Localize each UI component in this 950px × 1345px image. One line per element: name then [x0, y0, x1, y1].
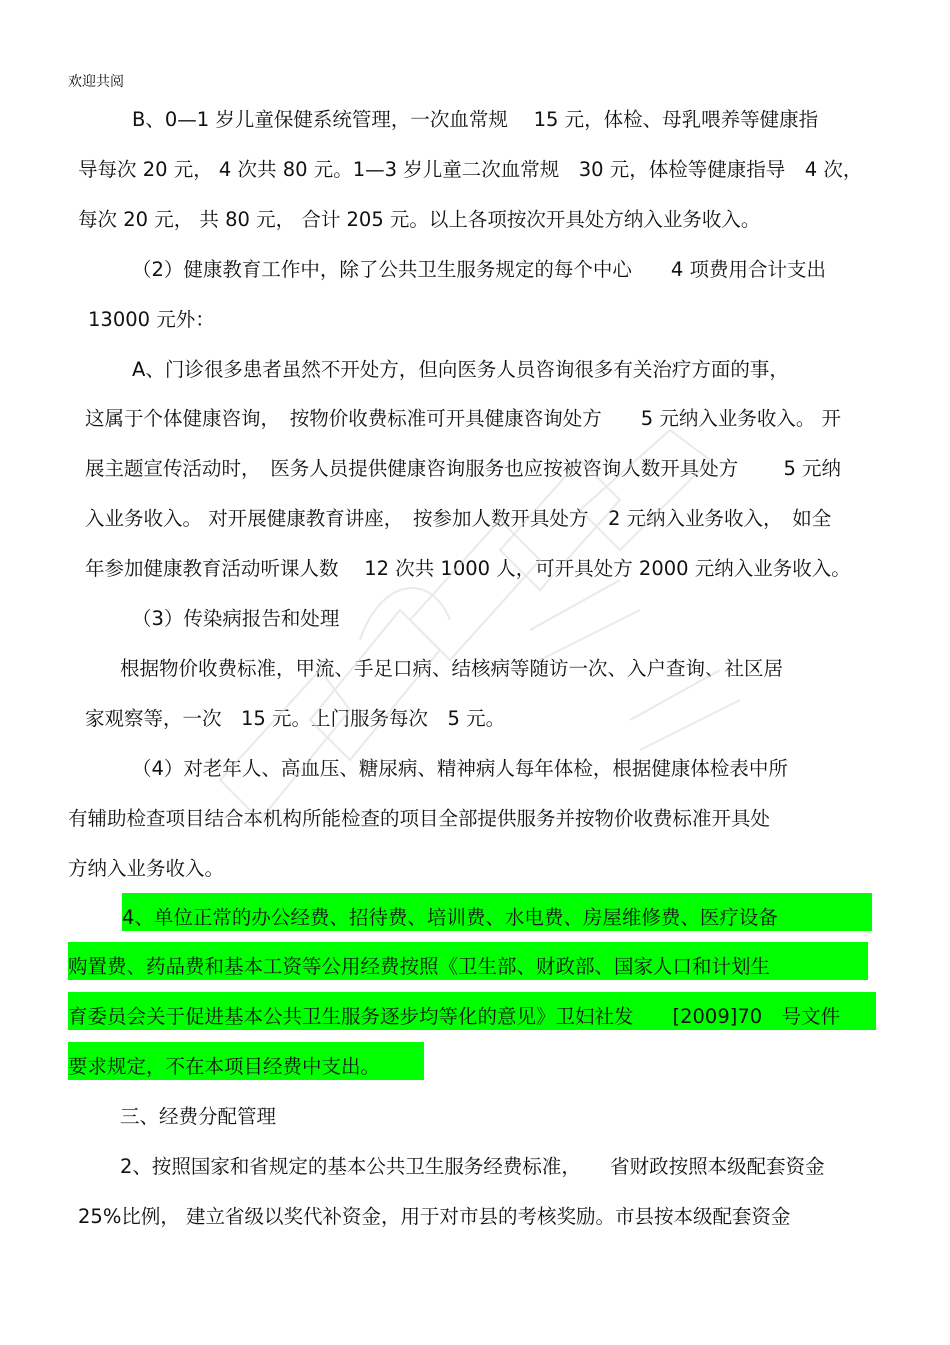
paragraph-line: （4）对老年人、高血压、糖尿病、精神病人每年体检，根据健康体检表中所 — [132, 757, 788, 780]
paragraph-line: 2、按照国家和省规定的基本公共卫生服务经费标准， 省财政按照本级配套资金 — [120, 1155, 825, 1178]
header-label: 欢迎共阅 — [68, 74, 124, 90]
section-heading: （3）传染病报告和处理 — [132, 607, 340, 630]
paragraph-line: 年参加健康教育活动听课人数 12 次共 1000 人，可开具处方 2000 元纳入业务收入。 — [85, 557, 851, 580]
paragraph-line: 根据物价收费标准，甲流、手足口病、结核病等随访一次、入户查询、社区居 — [120, 657, 784, 680]
highlighted-line: 要求规定，不在本项目经费中支出。 — [68, 1055, 381, 1078]
paragraph-line: （2）健康教育工作中，除了公共卫生服务规定的每个中心 4 项费用合计支出 — [132, 258, 827, 281]
paragraph-line: 家观察等，一次 15 元。上门服务每次 5 元。 — [85, 707, 506, 730]
paragraph-line: 这属于个体健康咨询， 按物价收费标准可开具健康咨询处方 5 元纳入业务收入。 开 — [85, 407, 842, 430]
paragraph-line: 入业务收入。 对开展健康教育讲座， 按参加人数开具处方 2 元纳入业务收入， 如全 — [85, 507, 832, 530]
section-heading: 三、经费分配管理 — [120, 1105, 277, 1128]
paragraph-line: 展主题宣传活动时， 医务人员提供健康咨询服务也应按被咨询人数开具处方 5 元纳 — [85, 457, 842, 480]
paragraph-line: B、0—1 岁儿童保健系统管理，一次血常规 15 元，体检、母乳喂养等健康指 — [132, 108, 819, 131]
paragraph-line: 25%比例， 建立省级以奖代补资金，用于对市县的考核奖励。市县按本级配套资金 — [78, 1205, 791, 1228]
paragraph-line: A、门诊很多患者虽然不开处方，但向医务人员咨询很多有关治疗方面的事， — [132, 358, 789, 381]
highlighted-line: 4、单位正常的办公经费、招待费、培训费、水电费、房屋维修费、医疗设备 — [122, 906, 778, 929]
paragraph-line: 方纳入业务收入。 — [68, 857, 225, 880]
highlighted-line: 购置费、药品费和基本工资等公用经费按照《卫生部、财政部、国家人口和计划生 — [68, 955, 771, 978]
highlighted-line: 育委员会关于促进基本公共卫生服务逐步均等化的意见》卫妇社发 [2009]70 号文件 — [68, 1005, 841, 1028]
paragraph-line: 每次 20 元， 共 80 元， 合计 205 元。以上各项按次开具处方纳入业务收入。 — [78, 208, 761, 231]
paragraph-line: 有辅助检查项目结合本机构所能检查的项目全部提供服务并按物价收费标准开具处 — [68, 807, 771, 830]
paragraph-line: 13000 元外： — [88, 308, 215, 331]
paragraph-line: 导每次 20 元， 4 次共 80 元。1—3 岁儿童二次血常规 30 元，体检等健康指导 4 次， — [78, 158, 863, 181]
